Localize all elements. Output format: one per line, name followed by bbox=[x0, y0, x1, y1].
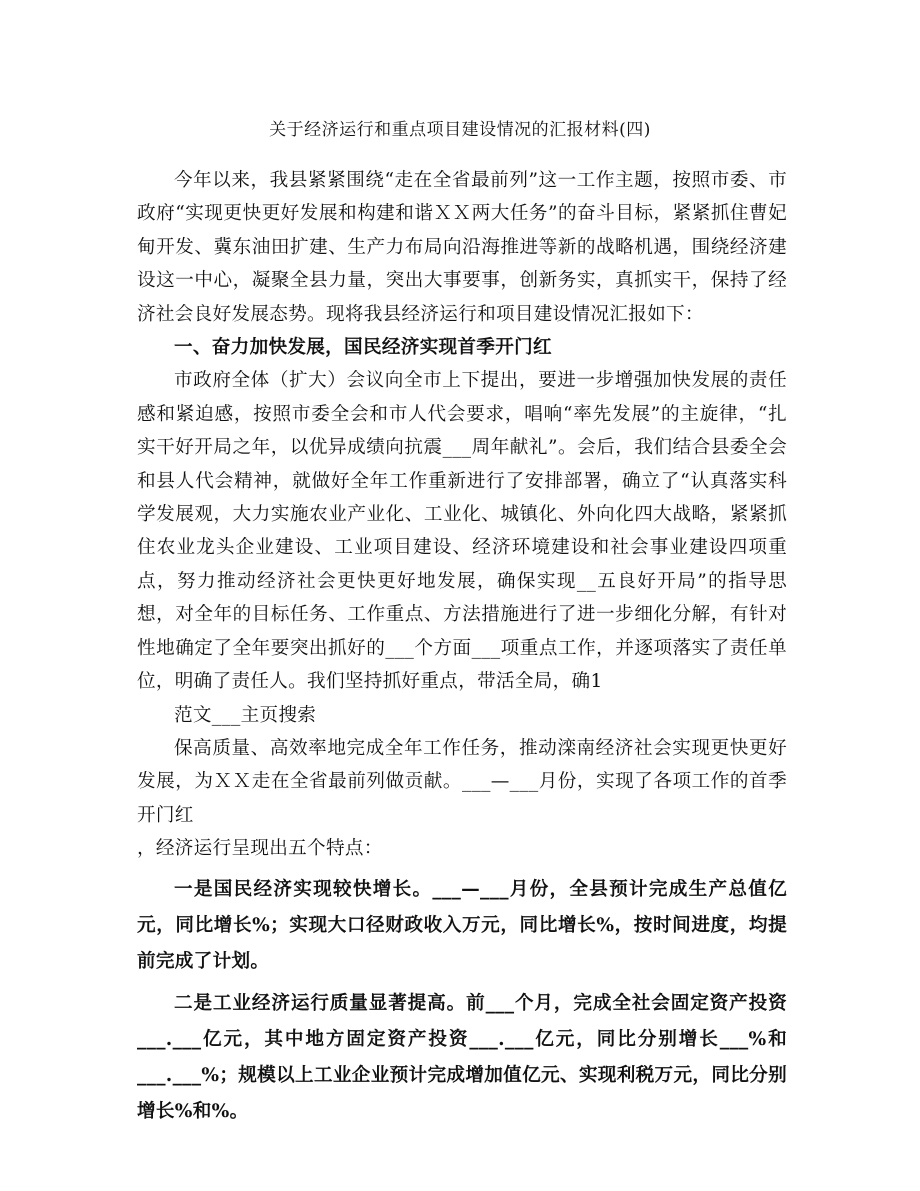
section-heading-1: 一、奋力加快发展，国民经济实现首季开门红 bbox=[174, 337, 552, 359]
body-paragraph-2: 范文___主页搜索 bbox=[174, 704, 317, 726]
point-paragraph-1: 一是国民经济实现较快增长。___—___月份，全县预计完成生产总值亿元，同比增长%；实现大口径财政收入万元，同比增长%，按时间进度，均提前完成了计划。 bbox=[137, 878, 787, 972]
point-paragraph-2: 二是工业经济运行质量显著提高。前___个月，完成全社会固定资产投资___.___亿元，其中地方固定资产投资___.___亿元，同比分别增长___%和___.___%；规模以上工业企业预计完成增加值亿元、实现利税万元，同比分别增长%和%。 bbox=[137, 992, 787, 1122]
intro-paragraph: 今年以来，我县紧紧围绕“走在全省最前列”这一工作主题，按照市委、市政府“实现更快更好发展和构建和谐ＸＸ两大任务”的奋斗目标，紧紧抓住曹妃甸开发、冀东油田扩建、生产力布局向沿海推进等新的战略机遇，围绕经济建设这一中心，凝聚全县力量，突出大事要事，创新务实，真抓实干，保持了经济社会良好发展态势。现将我县经济运行和项目建设情况汇报如下： bbox=[137, 170, 787, 325]
body-paragraph-3: 保高质量、高效率地完成全年工作任务，推动滦南经济社会实现更快更好发展，为ＸＸ走在全省最前列做贡献。___—___月份，实现了各项工作的首季开门红 bbox=[137, 737, 787, 826]
body-paragraph-4: ，经济运行呈现出五个特点： bbox=[137, 838, 383, 860]
document-body bbox=[137, 164, 787, 1130]
body-paragraph-1: 市政府全体（扩大）会议向全市上下提出，要进一步增强加快发展的责任感和紧迫感，按照市委全会和市人代会要求，唱响“率先发展”的主旋律，“扎实干好开局之年，以优异成绩向抗震___周年献礼”。会后，我们结合县委全会和县人代会精神，就做好全年工作重新进行了安排部署，确立了“认真落实科学发展观，大力实施农业产业化、工业化、城镇化、外向化四大战略，紧紧抓住农业龙头企业建设、工业项目建设、经济环境建设和社会事业建设四项重点，努力推动经济社会更快更好地发展，确保实现__五良好开局”的指导思想，对全年的目标任务、工作重点、方法措施进行了进一步细化分解，有针对性地确定了全年要突出抓好的___个方面___项重点工作，并逐项落实了责任单位，明确了责任人。我们坚持抓好重点，带活全局，确1 bbox=[137, 370, 787, 693]
document-title: 关于经济运行和重点项目建设情况的汇报材料(四) bbox=[269, 120, 651, 140]
